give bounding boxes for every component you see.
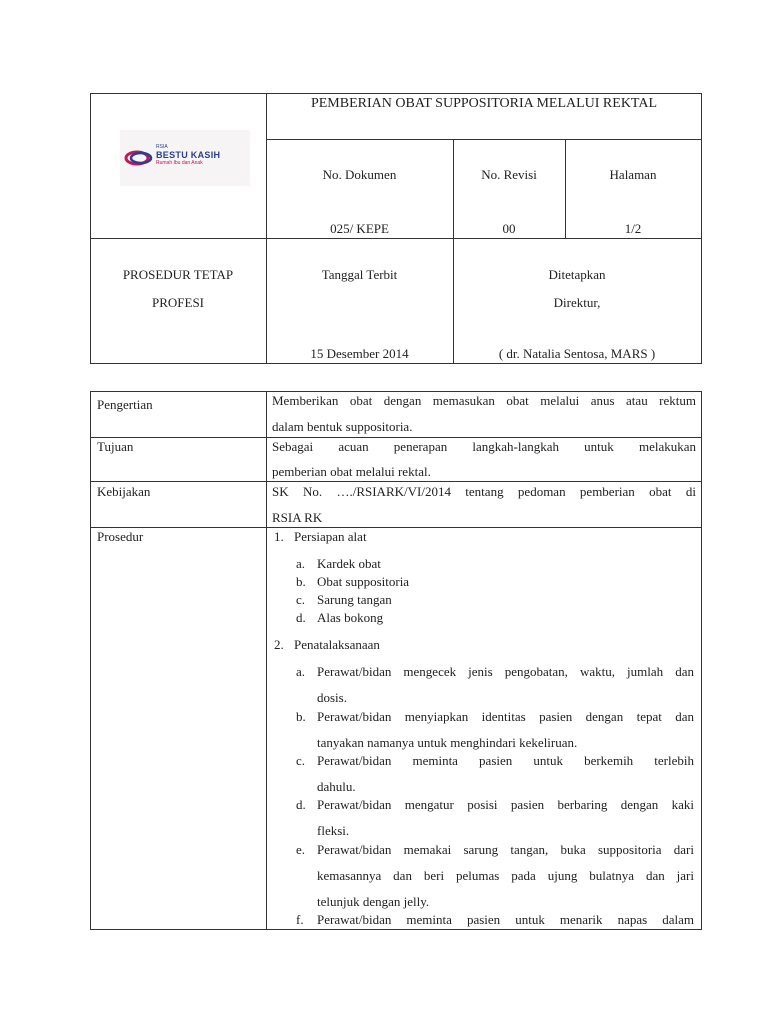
approver-name: ( dr. Natalia Sentosa, MARS ) <box>498 346 656 361</box>
list-marker: f. <box>296 912 304 927</box>
page-value: 1/2 <box>624 221 642 236</box>
tujuan-text-line2: pemberian obat melalui rektal. <box>272 464 431 479</box>
kebijakan-label: Kebijakan <box>97 484 151 499</box>
doc-number-value: 025/ KEPE <box>330 221 389 236</box>
list-item-line: Perawat/bidan meminta pasien untuk menarik napas dalam <box>317 912 694 927</box>
list-marker: b. <box>296 574 306 589</box>
table-border <box>266 139 702 140</box>
page-label: Halaman <box>609 167 657 182</box>
step2-title: Penatalaksanaan <box>294 637 380 652</box>
list-item: Sarung tangan <box>317 592 392 607</box>
list-item: Obat suppositoria <box>317 574 410 589</box>
list-item-line: Perawat/bidan mengatur posisi pasien berbaring dengan kaki <box>317 797 694 812</box>
list-item-line: Perawat/bidan meminta pasien untuk berkemih terlebih <box>317 753 694 768</box>
list-marker: d. <box>296 610 306 625</box>
revision-label: No. Revisi <box>481 167 537 182</box>
table-border <box>90 363 702 364</box>
table-border <box>90 929 702 930</box>
table-border <box>90 391 91 930</box>
pengertian-text-line1: Memberikan obat dengan memasukan obat melalui anus atau rektum <box>272 393 696 408</box>
pengertian-label: Pengertian <box>97 397 153 412</box>
list-item-line: telunjuk dengan jelly. <box>317 894 430 909</box>
list-marker: e. <box>296 842 306 857</box>
tujuan-text-line1: Sebagai acuan penerapan langkah-langkah untuk melakukan <box>272 439 696 454</box>
step1-title: Persiapan alat <box>294 529 367 544</box>
table-border <box>90 391 702 392</box>
list-marker: a. <box>296 556 306 571</box>
table-border <box>701 93 702 364</box>
list-marker: a. <box>296 664 306 679</box>
list-item-line: Perawat/bidan mengecek jenis pengobatan, waktu, jumlah dan <box>317 664 694 679</box>
issue-date-label: Tanggal Terbit <box>321 267 398 282</box>
procedure-type-line1: PROSEDUR TETAP <box>122 267 234 282</box>
table-border <box>90 238 702 239</box>
list-item-line: dahulu. <box>317 779 356 794</box>
table-border <box>90 437 702 438</box>
step2-number: 2. <box>274 637 284 652</box>
procedure-type-line2: PROFESI <box>151 295 205 310</box>
list-item: Alas bokong <box>317 610 384 625</box>
approver-title: Direktur, <box>553 295 601 310</box>
hospital-logo <box>120 130 250 186</box>
logo-subtitle: Rumah Ibu dan Anak <box>156 160 203 166</box>
table-border <box>90 93 702 94</box>
list-item: Kardek obat <box>317 556 381 571</box>
issue-date-value: 15 Desember 2014 <box>310 346 409 361</box>
prosedur-label: Prosedur <box>97 529 144 544</box>
table-border <box>701 391 702 930</box>
revision-value: 00 <box>502 221 516 236</box>
list-item-line: dosis. <box>317 690 347 705</box>
doc-number-label: No. Dokumen <box>322 167 397 182</box>
list-marker: c. <box>296 753 306 768</box>
logo-emblem-icon <box>124 150 154 166</box>
document-title: PEMBERIAN OBAT SUPPOSITORIA MELALUI REKTAL <box>310 96 658 111</box>
list-marker: b. <box>296 709 306 724</box>
list-item-line: fleksi. <box>317 823 350 838</box>
table-border <box>90 93 91 364</box>
approved-label: Ditetapkan <box>548 267 606 282</box>
table-border <box>90 481 702 482</box>
table-border <box>90 527 702 528</box>
list-item-line: tanyakan namanya untuk menghindari kekeliruan. <box>317 735 578 750</box>
list-item-line: Perawat/bidan memakai sarung tangan, buka suppositoria dari <box>317 842 694 857</box>
list-marker: d. <box>296 797 306 812</box>
kebijakan-text-line2: RSIA RK <box>272 510 323 525</box>
step1-number: 1. <box>274 529 284 544</box>
list-item-line: kemasannya dan beri pelumas pada ujung bulatnya dan jari <box>317 868 694 883</box>
tujuan-label: Tujuan <box>97 439 134 454</box>
list-marker: c. <box>296 592 306 607</box>
table-border <box>266 391 267 930</box>
list-item-line: Perawat/bidan menyiapkan identitas pasien dengan tepat dan <box>317 709 694 724</box>
logo-top-text: RSIA <box>156 144 168 150</box>
kebijakan-text-line1: SK No. …./RSIARK/VI/2014 tentang pedoman pemberian obat di <box>272 484 696 499</box>
pengertian-text-line2: dalam bentuk suppositoria. <box>272 419 413 434</box>
logo-name: BESTU KASIH <box>156 150 221 160</box>
